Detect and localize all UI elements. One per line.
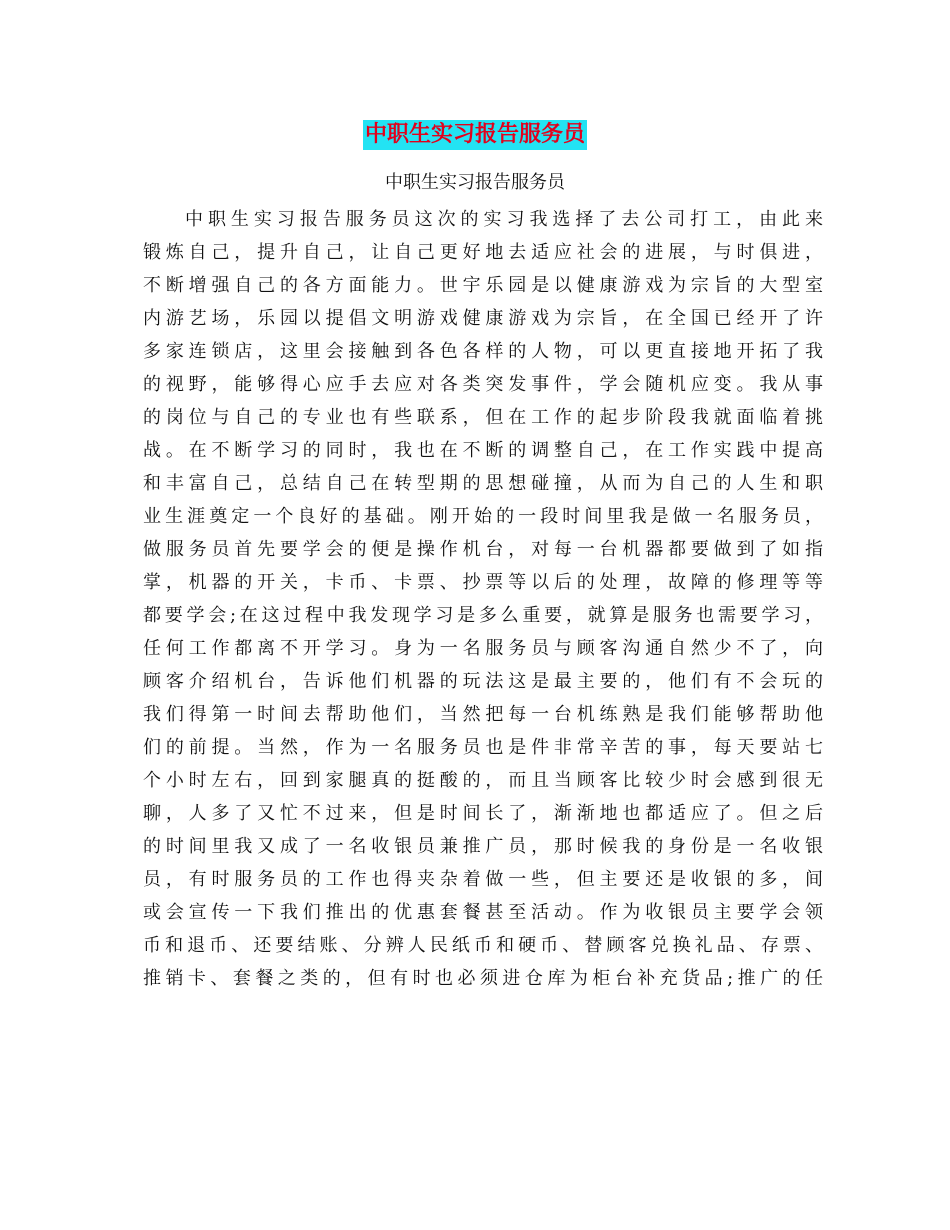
- body-line: 和丰富自己，总结自己在转型期的思想碰撞，从而为自己的人生和职: [143, 473, 823, 494]
- body-line: 币和退币、还要结账、分辨人民纸币和硬币、替顾客兑换礼品、存票、: [143, 935, 823, 956]
- body-line: 个小时左右，回到家腿真的挺酸的，而且当顾客比较少时会感到很无: [143, 770, 823, 791]
- body-line: 任何工作都离不开学习。身为一名服务员与顾客沟通自然少不了，向: [143, 638, 823, 659]
- body-line: 员，有时服务员的工作也得夹杂着做一些，但主要还是收银的多，间: [143, 869, 823, 890]
- body-line: 不断增强自己的各方面能力。世宇乐园是以健康游戏为宗旨的大型室: [143, 275, 823, 296]
- body-line: 业生涯奠定一个良好的基础。刚开始的一段时间里我是做一名服务员，: [143, 506, 823, 527]
- body-line: 的视野，能够得心应手去应对各类突发事件，学会随机应变。我从事: [143, 374, 823, 395]
- body-line: 战。在不断学习的同时，我也在不断的调整自己，在工作实践中提高: [143, 440, 823, 461]
- document-title-text: 中职生实习报告服务员: [363, 120, 587, 150]
- body-line: 多家连锁店，这里会接触到各色各样的人物，可以更直接地开拓了我: [143, 341, 823, 362]
- body-line: 做服务员首先要学会的便是操作机台，对每一台机器都要做到了如指: [143, 539, 823, 560]
- body-line: 聊，人多了又忙不过来，但是时间长了，渐渐地也都适应了。但之后: [143, 803, 823, 824]
- document-body: [143, 203, 823, 995]
- body-line: 推销卡、套餐之类的，但有时也必须进仓库为柜台补充货品;推广的任: [143, 968, 823, 989]
- body-line: 锻炼自己，提升自己，让自己更好地去适应社会的进展，与时俱进，: [143, 242, 823, 263]
- body-line: 的时间里我又成了一名收银员兼推广员，那时候我的身份是一名收银: [143, 836, 823, 857]
- body-line: 的岗位与自己的专业也有些联系，但在工作的起步阶段我就面临着挑: [143, 407, 823, 428]
- body-line: 我们得第一时间去帮助他们，当然把每一台机练熟是我们能够帮助他: [143, 704, 823, 725]
- body-line: 们的前提。当然，作为一名服务员也是件非常辛苦的事，每天要站七: [143, 737, 823, 758]
- body-line: 内游艺场，乐园以提倡文明游戏健康游戏为宗旨，在全国已经开了许: [143, 308, 823, 329]
- body-line: 顾客介绍机台，告诉他们机器的玩法这是最主要的，他们有不会玩的: [143, 671, 823, 692]
- document-title: [0, 112, 950, 150]
- body-line: 或会宣传一下我们推出的优惠套餐甚至活动。作为收银员主要学会领: [143, 902, 823, 923]
- body-line: 都要学会;在这过程中我发现学习是多么重要，就算是服务也需要学习，: [143, 605, 823, 626]
- body-line: 掌，机器的开关，卡币、卡票、抄票等以后的处理，故障的修理等等: [143, 572, 823, 593]
- document-subtitle: 中职生实习报告服务员: [385, 172, 565, 193]
- body-line: 中职生实习报告服务员这次的实习我选择了去公司打工，由此来: [185, 209, 823, 230]
